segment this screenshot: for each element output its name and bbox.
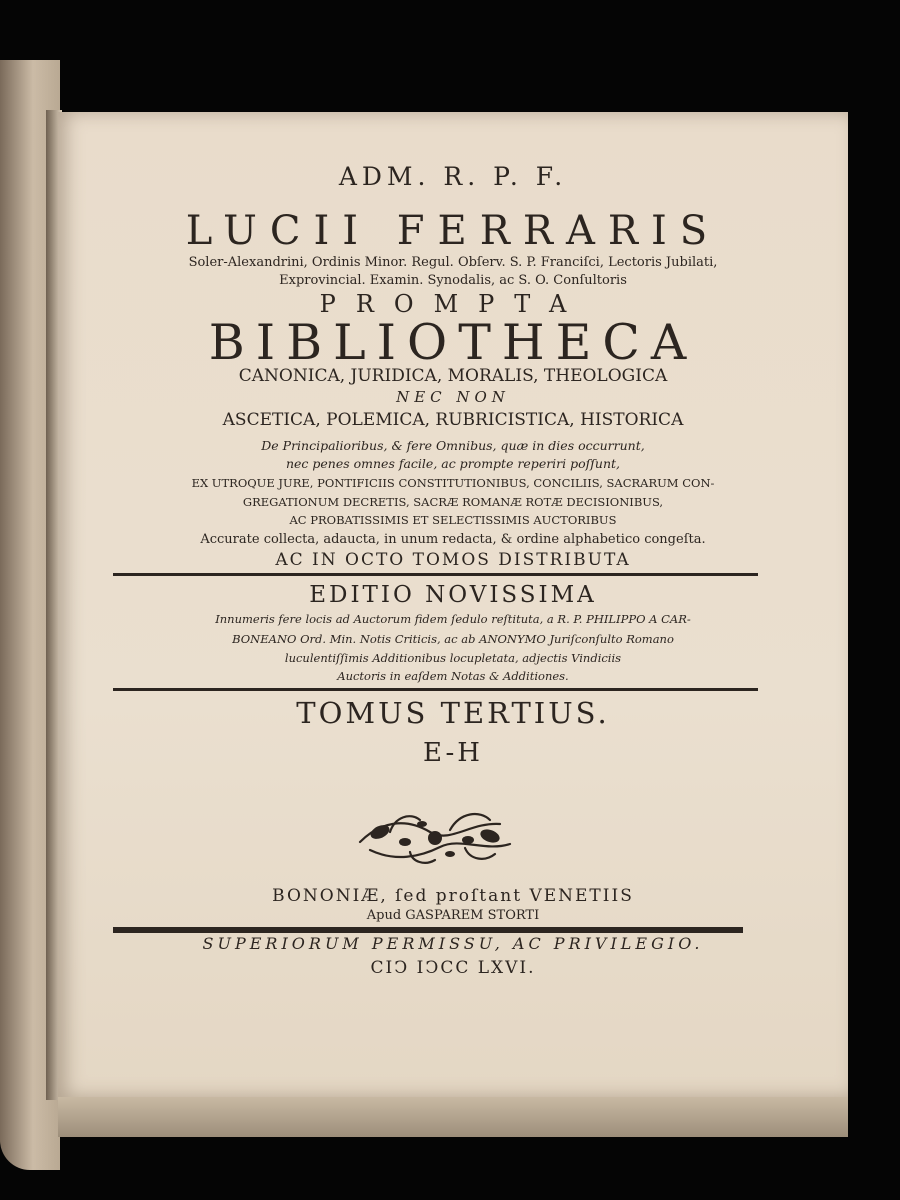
floral-ornament-icon	[350, 802, 520, 868]
editio-description-2: BONEANO Ord. Min. Notis Criticis, ac ab ANONYMO Juriſconſulto Romano	[232, 632, 674, 646]
author-description-2: Exprovincial. Examin. Synodalis, ac S. O. Conſultoris	[279, 273, 627, 288]
description-line-1: De Principalioribus, & fere Omnibus, quæ in dies occurrunt,	[261, 438, 645, 453]
sources-line-1: EX UTROQUE JURE, PONTIFICIIS CONSTITUTIONIBUS, CONCILIIS, SACRARUM CON-	[191, 476, 715, 490]
imprint-place: BONONIÆ, ſed proſtant VENETIIS	[272, 886, 634, 906]
subject-line-1: CANONICA, JURIDICA, MORALIS, THEOLOGICA	[238, 366, 668, 386]
volume-range: E-H	[423, 738, 483, 768]
page-bottom-edge	[58, 1097, 848, 1137]
title-line-adm: ADM. R. P. F.	[338, 162, 568, 191]
imprint-printer: Apud GASPAREM STORTI	[366, 908, 540, 923]
subject-line-2: ASCETICA, POLEMICA, RUBRICISTICA, HISTORICA	[222, 410, 684, 430]
title-prompta: PROMPTA	[319, 290, 587, 318]
rule-3	[113, 927, 743, 933]
rule-2	[113, 688, 758, 691]
publication-year: CIↃ IↃCC LXVI.	[370, 958, 536, 978]
distributa-line: AC IN OCTO TOMOS DISTRIBUTA	[275, 550, 631, 570]
permission-line: SUPERIORUM PERMISSU, AC PRIVILEGIO.	[202, 934, 704, 953]
description-line-2: nec penes omnes facile, ac prompte reperiri poſſunt,	[285, 456, 621, 471]
author-description-1: Soler-Alexandrini, Ordinis Minor. Regul. Obſerv. S. P. Franciſci, Lectoris Jubilati,	[188, 255, 718, 270]
collecta-line: Accurate collecta, adaucta, in unum redacta, & ordine alphabetico congeſta.	[200, 532, 706, 547]
volume-title: TOMUS TERTIUS.	[296, 696, 610, 730]
editio-novissima: EDITIO NOVISSIMA	[309, 582, 597, 608]
author-name: LUCII FERRARIS	[185, 208, 721, 254]
editio-description-4: Auctoris in eaſdem Notas & Additiones.	[337, 669, 569, 683]
nec-non: NEC NON	[396, 388, 510, 406]
title-page	[58, 112, 848, 1097]
rule-1	[113, 573, 758, 576]
editio-description-3: luculentiſſimis Additionibus locupletata, adjectis Vindiciis	[284, 651, 622, 665]
sources-line-3: AC PROBATISSIMIS ET SELECTISSIMIS AUCTORIBUS	[289, 513, 617, 527]
title-bibliotheca: BIBLIOTHECA	[208, 314, 698, 371]
editio-description-1: Innumeris fere locis ad Auctorum fidem ſedulo reſtituta, a R. P. PHILIPPO A CAR-	[215, 612, 691, 626]
sources-line-2: GREGATIONUM DECRETIS, SACRÆ ROMANÆ ROTÆ DECISIONIBUS,	[242, 495, 664, 509]
